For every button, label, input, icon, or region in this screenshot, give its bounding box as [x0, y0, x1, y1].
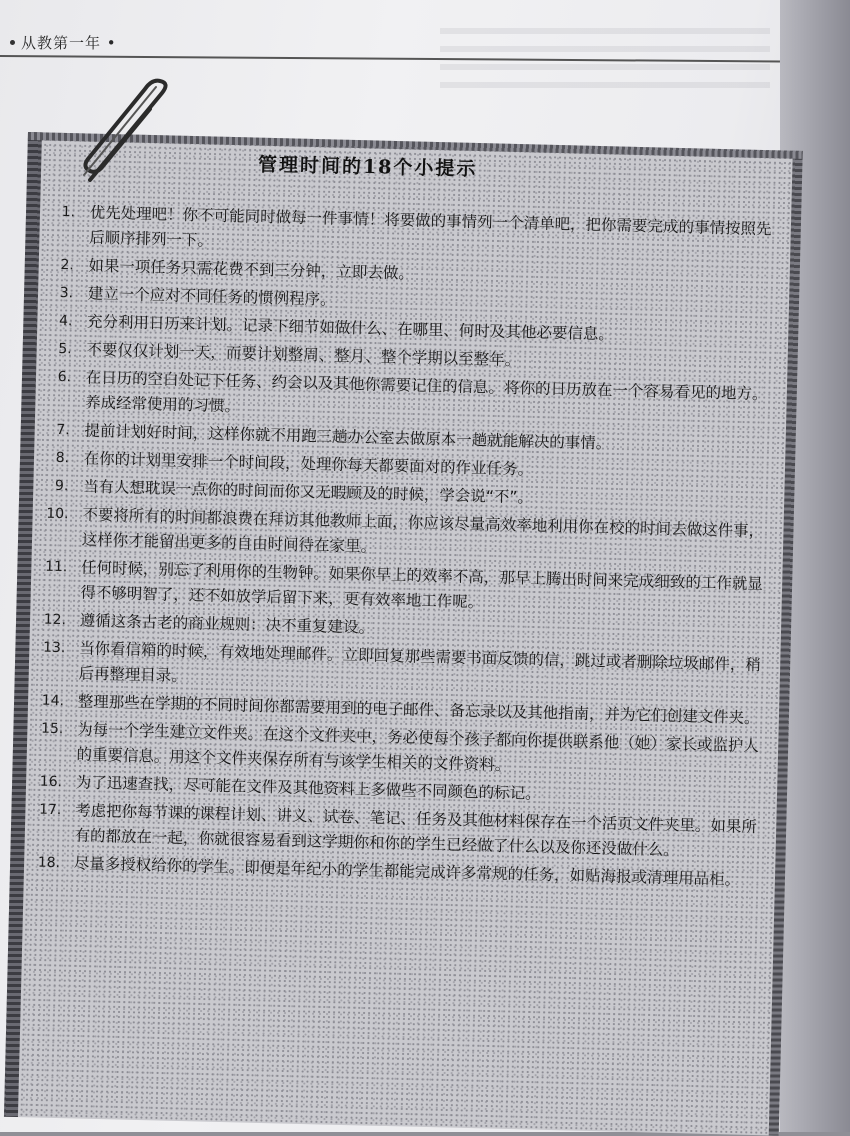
item-text: 考虑把你每节课的课程计划、讲义、试卷、笔记、任务及其他材料保存在一个活页文件夹里。如果所有的都放在一起，你就很容易看到这学期你和你的学生已经做了什么以及你还没做什么。	[74, 801, 758, 860]
item-number: 6.	[57, 368, 72, 386]
item-number: 4.	[58, 312, 73, 330]
item-text: 遵循这条古老的商业规则：决不重复建设。	[79, 611, 375, 637]
item-text: 整理那些在学期的不同时间你都需要用到的电子邮件、备忘录以及其他指南，并为它们创建文件夹。	[77, 692, 760, 728]
running-header-text: 从教第一年	[21, 34, 102, 52]
item-number: 16.	[39, 773, 63, 791]
item-text: 不要将所有的时间都浪费在拜访其他教师上面，你应该尽量高效率地利用你在校的时间去做这件事，这样你才能留出更多的自由时间待在家里。	[81, 505, 765, 556]
item-text: 建立一个应对不同任务的惯例程序。	[87, 284, 336, 309]
item-number: 17.	[38, 801, 62, 819]
running-header: 从教第一年 •	[10, 32, 117, 53]
item-number: 9.	[54, 477, 69, 495]
item-text: 优先处理吧！你不可能同时做每一件事情！将要做的事情列一个清单吧，把你需要完成的事情按照先后顺序排列一下。	[88, 203, 772, 250]
paperclip-icon	[70, 75, 180, 195]
item-text: 为每一个学生建立文件夹。在这个文件夹中，务必使每个孩子都向你提供联系他（她）家长或监护人的重要信息。用这个文件夹保存所有与该学生相关的文件资料。	[76, 720, 760, 775]
item-number: 7.	[56, 421, 70, 439]
item-text: 为了迅速查找，尽可能在文件及其他资料上多做些不同颜色的标记。	[75, 773, 541, 803]
item-text: 在你的计划里安排一个时间段，处理你每天都要面对的作业任务。	[83, 449, 534, 479]
item-number: 2.	[60, 256, 74, 274]
item-number: 5.	[58, 340, 72, 358]
item-number: 10.	[46, 505, 69, 523]
item-number: 18.	[37, 854, 61, 872]
item-number: 12.	[43, 611, 67, 629]
item-number: 1.	[61, 203, 76, 221]
bullet-dot-icon	[10, 40, 15, 45]
item-text: 当有人想耽误一点你的时间而你又无暇顾及的时候，学会说“不”。	[82, 477, 534, 507]
item-number: 15.	[40, 720, 64, 738]
item-number: 3.	[59, 284, 74, 302]
item-text: 不要仅仅计划一天，而要计划整周、整月、整个学期以至整年。	[86, 340, 521, 370]
item-number: 8.	[55, 449, 70, 467]
item-text: 在日历的空白处记下任务、约会以及其他你需要记住的信息。将你的日历放在一个容易看见的地方。养成经常使用的习惯。	[84, 368, 768, 416]
tips-list	[37, 200, 776, 896]
item-text: 尽量多授权给你的学生。即便是年纪小的学生都能完成许多常规的任务，如贴海报或清理用品柜。	[73, 854, 741, 889]
item-text: 当你看信箱的时候，有效地处理邮件。立即回复那些需要书面反馈的信，跳过或者删除垃圾邮件，稍后再整理目录。	[78, 639, 762, 686]
item-text: 充分利用日历来计划。记录下细节如做什么、在哪里、何时及其他必要信息。	[86, 312, 615, 344]
section-title: 管理时间的18个小提示	[257, 153, 478, 181]
item-number: 13.	[42, 639, 66, 657]
item-text: 提前计划好时间，这样你就不用跑三趟办公室去做原本一趟就能解决的事情。	[84, 421, 612, 453]
item-number: 14.	[41, 692, 65, 710]
item-number: 11.	[44, 558, 68, 576]
item-text: 如果一项任务只需花费不到三分钟，立即去做。	[88, 256, 415, 283]
item-text: 任何时候，别忘了利用你的生物钟。如果你早上的效率不高，那早上腾出时间来完成细致的工作就显得不够明智了，还不如放学后留下来，更有效率地工作呢。	[80, 558, 764, 612]
bleed-through-text	[440, 28, 770, 88]
